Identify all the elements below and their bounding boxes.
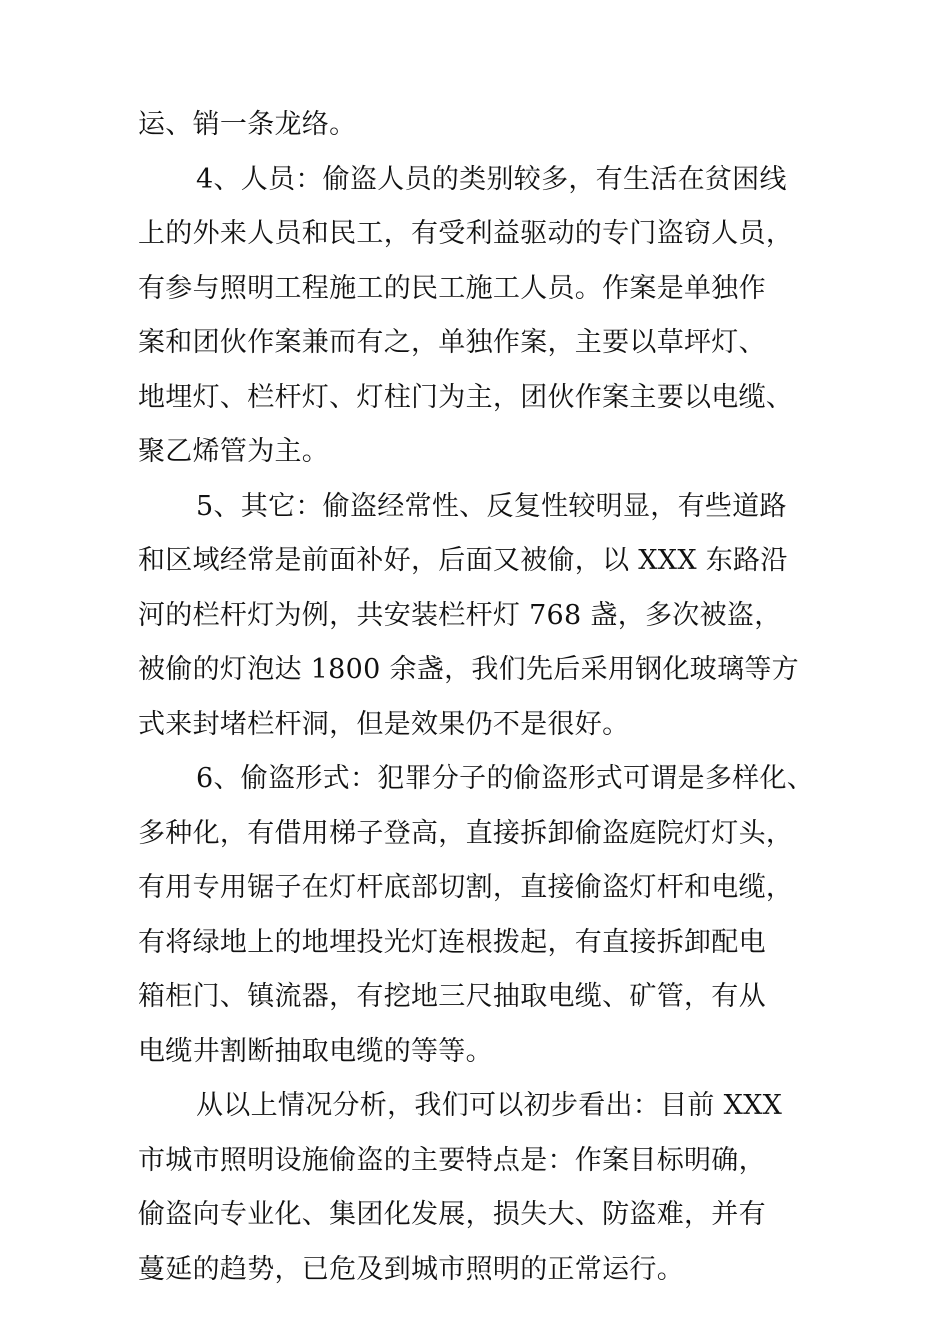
text-line: 5、其它：偷盗经常性、反复性较明显，有些道路 <box>196 490 787 522</box>
paragraph-personnel <box>138 153 838 480</box>
paragraph-theft-forms <box>138 752 838 1079</box>
text-line: 从以上情况分析，我们可以初步看出：目前 XXX <box>196 1090 783 1121</box>
text-line: 有用专用锯子在灯杆底部切割，直接偷盗灯杆和电缆， <box>138 872 794 903</box>
paragraph-continuation <box>138 98 838 153</box>
text-line: 4、人员：偷盗人员的类别较多，有生活在贫困线 <box>196 163 787 195</box>
text-line: 箱柜门、镇流器，有挖地三尺抽取电缆、矿管，有从 <box>138 981 766 1012</box>
text-line: 和区域经常是前面补好，后面又被偷，以 XXX 东路沿 <box>138 545 788 576</box>
paragraph-analysis <box>138 1079 838 1297</box>
text-line: 聚乙烯管为主。 <box>138 436 330 467</box>
text-line: 6、偷盗形式：犯罪分子的偷盗形式可谓是多样化、 <box>196 763 815 794</box>
text-line: 式来封堵栏杆洞，但是效果仍不是很好。 <box>138 708 630 740</box>
text-line: 蔓延的趋势，已危及到城市照明的正常运行。 <box>138 1253 684 1285</box>
text-line: 地埋灯、栏杆灯、灯柱门为主，团伙作案主要以电缆、 <box>138 381 794 413</box>
text-line: 市城市照明设施偷盗的主要特点是：作案目标明确， <box>138 1144 766 1176</box>
text-line: 多种化，有借用梯子登高，直接拆卸偷盗庭院灯灯头， <box>138 817 794 849</box>
text-line: 有将绿地上的地埋投光灯连根拨起，有直接拆卸配电 <box>138 926 766 958</box>
text-line: 电缆井割断抽取电缆的等等。 <box>138 1035 493 1067</box>
text-line: 有参与照明工程施工的民工施工人员。作案是单独作 <box>138 272 766 304</box>
text-line: 偷盗向专业化、集团化发展，损失大、防盗难，并有 <box>138 1199 766 1230</box>
document-body <box>138 98 838 1297</box>
text-line: 案和团伙作案兼而有之，单独作案，主要以草坪灯、 <box>138 327 766 358</box>
text-line: 被偷的灯泡达 1800 余盏，我们先后采用钢化玻璃等方 <box>138 654 799 685</box>
paragraph-other <box>138 480 838 753</box>
text-line: 上的外来人员和民工，有受利益驱动的专门盗窃人员， <box>138 218 794 249</box>
text-line: 运、销一条龙络。 <box>138 109 357 140</box>
text-line: 河的栏杆灯为例，共安装栏杆灯 768 盏，多次被盗， <box>138 599 782 631</box>
